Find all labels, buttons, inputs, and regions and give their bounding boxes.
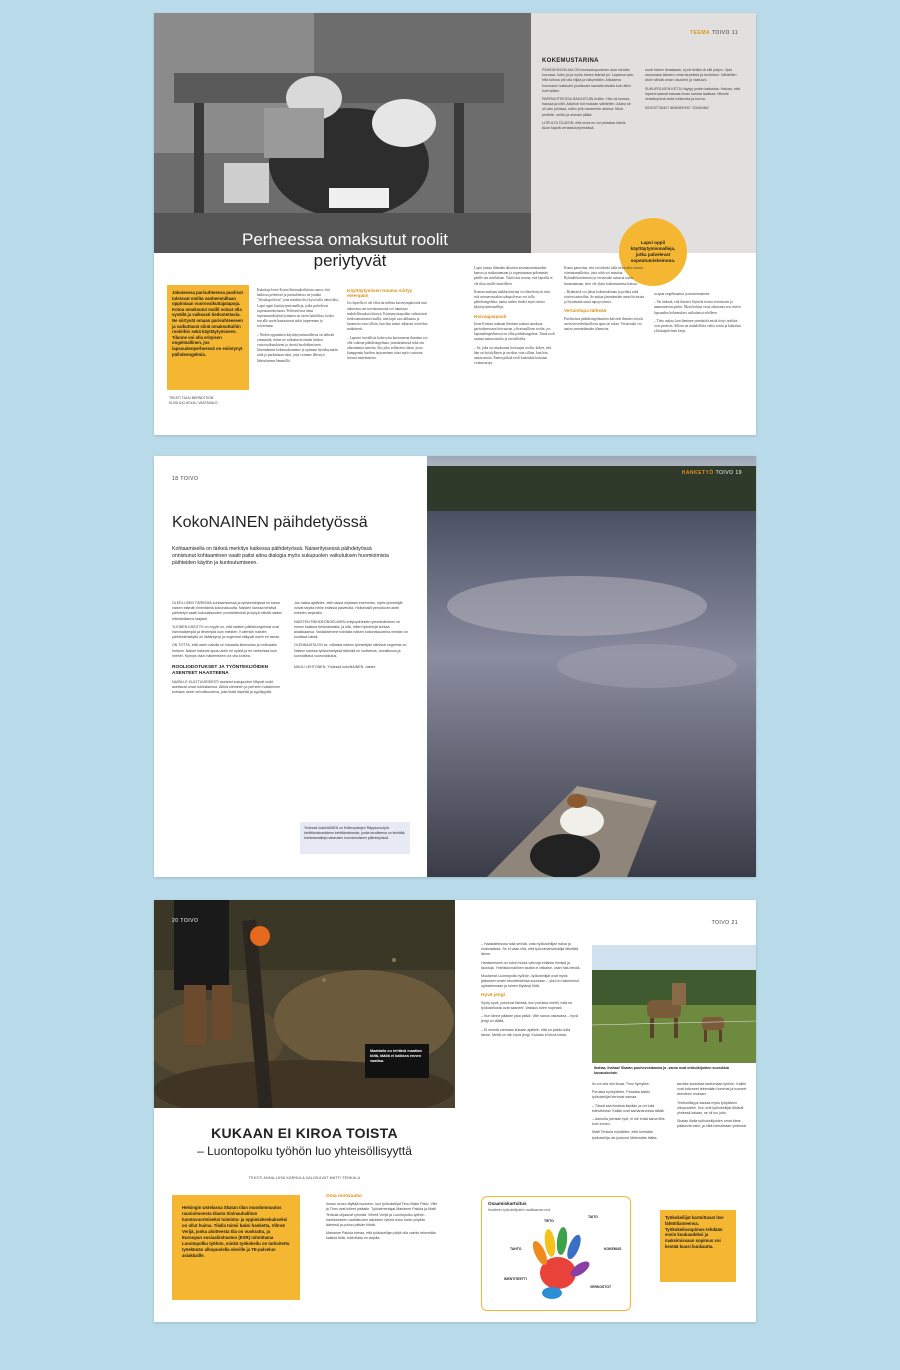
body-paragraph-2f: – Ei meistä varmaan kukaan ajattele, että on pakko tulla tänne. Meitä on niin hyvä jengi. Kukaan ei kiroa toista. [481,1027,571,1037]
body-column-3 [592,1082,667,1187]
photo-lake-pier [427,456,756,877]
body-column-5 [654,266,742,423]
subheading-good-gang: Hyvä jengi [481,992,505,998]
body-paragraph-1: OLEELLISEN TÄRKEÄÄ kohtaamisessa ja työskentelyssä on tukea naisen elämän ilmentämiä kokonaisuutta. Naisten kanssa tehtävä päihdetyö vaatii kokonaisuuden ymmärtämistä ja kykyä nähdä naisen elämäntilanne laajasti. [172,601,283,621]
box-paragraph-3: LOPULTA TAJUSIN, että minä en voi pelastaa häntä. Aloin käydä vertaistukiryhmässä. [542,120,627,131]
body-paragraph-6: NAISTEN PÄIHDEONGELMIEN erityispiirteiden ymmärtäminen on ennen kaikkea tiedostamista, ja sitä, miten työntekijä kohtaa asiakkaansa. Voidaksemme kohdata naisen kokonaisuutena meidän on kuultava häntä. [294,619,408,640]
subheading-3: Vertaistupa tärkeää [564,308,607,314]
body-paragraph-4b: Yhteisöllisyys kantaa myös työpäivien ulkopuolelle. Kun eriä työkokeilijat lähtivät yhdessä kalaan, se oli iso juttu. [677,1100,744,1116]
header-page-number-left: 20 [172,918,179,924]
body-paragraph-3: Ilo voi olla niin kivaa. Timo hymyilee. [592,1082,650,1086]
photo-illustration [427,456,756,877]
body-paragraph-2c: Muutamat Luontopolku työhön -työkokeilijat ovat myös jatkaneet omien tavoitteidensa suuntaan – yksi on hakeutunut opiskelemaan ja toinen löytänyt töitä. [481,974,580,989]
skills-map-title: Osaamiskartoitus [488,1201,527,1206]
page-header-right [712,920,738,926]
photo-illustration [592,945,756,1063]
lead-text: Jokaisessa parisuhteessa puolisot tuletavat omilta vanhemmiltaan oppimiaan vuorovaikuttajatapoja. Kotoa omaksutut mallit voivat olla syvällä ja vaikeasti tiedostettavia. Ne siirtyvät omaan parisuhteeseen ja vaikuttavat siinä omaksuttuihin rooleihin sekä käyttäytymiseen. Tilanne voi olla erityisen ongelmallinen, jos lapsuudenperheessä on esiintynyt päihdeongelmia. [172,290,243,357]
photo-wooden-horses [592,945,756,1063]
body-paragraph-2: YLEINEN KÄSITYS on myytti on, että naisten päihdeongelmat ovat harvinaisempia ja lievempiä kuin miesten. Kuitenkin naisten päihteidenkäyttö on lisääntynyt ja ongelmat näkyvät usein eri tavoin. [172,624,281,640]
body-paragraph-2d: Synty syvä, ponnivat tiiviissä, kun porukka miettii, mitä ne työkokeilusta ovat saaneet. Vastaus tulee nopeasti. [481,1000,573,1011]
page-header-right [682,470,742,476]
side-box-text: Työkokeilijat kartoittavat itse lähtötilanteensa. Työkokeilusopimus tehdään ensin kuukaudeksi ja maksimissaan sopimus voi kestää kuusi kuukautta. [665,1215,724,1249]
box-title: KOKEMUSTARINA [542,58,599,64]
header-page-number-right: 19 [735,470,742,476]
quote-bubble-text: Lapsi oppii käyttäytymismalleja, jotka palvelevat sopeutumiskeinona. [630,240,676,263]
skills-label-kokemus: KOKEMUS [604,1247,622,1251]
body-paragraph-1: Ilonan nousu täyttää huoneen, kun työkokeilijat Timo Make Risto, Ville ja Timo ovat tulleet paikalle. Työvalmentajat Marianne Pakola ja Matti Tenkula ohjaavat ryhmää. Vihreä Verijä ja Luontopolku työhön -hankkeeseen osallistuvien aikuisten ryhmä istuu tuvan pöydän ääressä ja puhuu päivän töistä. [326,1202,438,1228]
header-magazine-left: TOIVO [180,918,199,924]
box-column-2 [645,68,743,218]
box-signature: KIRJOITTANUT NIMIMERKKI "JOHANNA" [645,106,710,111]
body-paragraph-e2: – Ryhmässä voi jakaa kokemuksiaan ja peilata niitä toisten tarinoihin. Se auttaa jäsentämään omaa historiaa ja löytämään uusia tapoja toimia. [564,289,644,305]
body-paragraph-4: NAISILLE KULTTUURISESTI asetetut sukupuolen liittyvät roolit asettavat omat odotuksensa. Äitinä oleminen ja perheen hoitaminen koetaan usein velvollisuutena, joka lisää häpeää ja syyllisyyttä. [172,680,281,695]
credit-photo: KUVA ILKI HOLM / VASTAVALO [169,401,218,405]
info-note-text: Yhdessä kokoNAINEN on Kriikeopistojen Räppiuuvutyön kehittämishankkeen kehittämishanke, jonka tavoitteena on kehittää toimintamalleja naiseuden huomioimiseen päihdetyössä. [304,826,405,840]
body-column-1 [257,288,339,423]
body-paragraph-3c: – Tässä saa ilmaista itseään ja voi tulla toteutetuksi. Kaikki ovat samanarvoisia täällä. [592,1103,665,1113]
photo-raking-leaves [154,900,455,1108]
side-box [660,1210,736,1282]
body-column-2 [294,601,409,791]
body-paragraph-b2: – Lapseni turvallisia kokevysta kasvaneena ihminen voi olla vaikeaa päihdeongelmaa, ymmärtämistä sekä sen aiheuttamia tunteita. Siis joko sellaiseen tilaan, jossa kumppanin huolten tarjoaminen ottaa myös vastuuta itsensä tuntemisesta. [347,335,428,361]
photo-caption: Ihahaa, Ihahaa! Skatan puuhevostamma ja -varsa ovat ohikulkijoiden suosikkia kuvauskohde. [594,1066,729,1075]
article-lead: Kohtaamisella on tärkeä merkitys kaikessa päihdetyössä. Naiserityisessä päihdetyössä onnistunut kohtaaminen vaatii paitsi aitoa dialogia myös sukupuolen vaikutuksen huomioimista päihteiden käytön ja kuntoutumiseen. [172,546,389,566]
article-title: KUKAAN EI KIROA TOISTA [211,1125,398,1141]
body-column-4 [677,1082,747,1187]
skills-label-tieto: TIETO [544,1219,554,1223]
article-credit: TEKSTI ANNA-LIISA KARHULA VALOKUVAT MATTI TENKULA [248,1176,361,1180]
credits [169,396,259,406]
photo-illustration [154,13,531,253]
box-paragraph-5: SUKUPOLVIEN KETJU täytyy jonkin katkaista. Haluan, että lapseni saavat kasvaa ilman samaa taakkaa. Minulle vertaisryhmä antoi rohkeutta ja toivoa. [645,86,741,102]
spread-1 [154,13,756,435]
skills-label-identiteetti: IDENTITEETTI [504,1277,527,1281]
body-paragraph-7: OLENNAISTA ON se, millaisia naisen työntekijän silmissä ongelmia on. Naisen kanssa työskentelyssä tärkeää on luottamus, turvallisuus ja kunnioittava vuorovaikutus. [294,643,408,658]
photo-quote-text: Maattaila on tehtävä maattan töitä, täällä ei kaikkea ennen vaattsa. [370,1049,422,1063]
body-paragraph-2b: Hankkeeseen on tullut monia vahvoja erilaisia ihmisiä ja taustoja. Yhteiskunnallinen tausta ei ratkaise, vaan halu tehdä. [481,960,581,970]
body-column-1 [326,1194,438,1314]
body-paragraph-f: Puolisoissa päihdeongelmaisen kärsivät ihmiset etsivät usein tervedenhuollosta apua tai tukea. Vertaistuki voi auttaa ymmärtämään tilannetta. [564,316,643,332]
info-note [300,822,410,854]
box-column-1 [542,68,635,238]
body-paragraph-c2: Komun mukaan taakkasiirtymä voi ilmetä myös niin, että seuraavassakin sukupolvessa voi tulla päihdeongelmia, mutta niiden lisäksi myös muita käyttäytymismalleja. [474,289,551,310]
body-paragraph-5: Jos naisia ajattelee, että naisia ohjataan enemmän, myös työntekijät voivat tarjota heille erilaisia palveluita. Hoitomallit perustuvat usein miesten tarpeisiin. [294,601,403,616]
body-column-2 [347,288,429,423]
page-header-left [172,918,198,924]
photo-man-and-child [154,13,531,253]
body-paragraph-3: ON TOTTA, että usein naisilla on toisaalta kiinnostus ja motivaatio hoitoon. Naiset hakevat apua usein eri syistä ja eri vaiheessa kuin miehet. Kynnys avun hakemiseen voi olla korkea. [172,643,277,658]
body-paragraph-g3: – Tieto auttaa, kun ihminen ymmärtää mistä tietyt reaktiot ovat peräisin. Silloin on mahdollista valita toisin ja katkaista ylisukupolvinen ketju. [654,318,741,334]
body-column-4 [564,266,646,423]
subheading-motivation: Oma motivaatio [326,1194,362,1199]
article-title: KokoNAINEN päihdetyössä [172,514,368,531]
body-paragraph-3b: Porukka nyökyttelee. Paraatia kaikki työkokeilijat kertovat samaa. [592,1090,650,1100]
body-paragraph-2: – Haastattelussa tulla selvää, onko työkokeilijan halua ja motivaatiota. Se ei vaan riitä, että työvoimanvirkailija lähettää tänne. [481,942,579,957]
skills-label-verkostot: VERKOSTOT [590,1285,612,1289]
lead-box [167,285,249,390]
credit-text: TEKSTI TAIJU BERNDTSON [169,396,214,400]
body-paragraph-d2: – Se, joka on omaksunut hoivaajan roolin, kokee, että hän on hyödyllinen ja arvokas vain silloin, kun hän auttaa muita. Ennen pitkää rooli kuitenkin kuluttaa voimavaroja. [474,345,552,366]
body-paragraph-e: Komu painottaa, että on tärkeää tulla tietoiseksi omista toimintamalleista, jotta niitä voi muuttaa. Ryhmäliiketoiminta ja vertaistuki auttavat usein huomaamaan, ettei ole yksin kokemustensa kanssa. [564,266,644,286]
header-page-number-right: 21 [731,920,738,926]
body-paragraph-4c: Skatan tilalla työkokeilijoiden omat ideat pääsevät esiin, ja niitä toteutetaan yhdessä. [677,1119,747,1129]
box-paragraph-1: PÄIHDEONGELMA ON monisukupolvinen asia meidän suvussa. Isäni joi ja myös hänen isänsä joi. Lapsena opin, että kotona piti olla hiljaa ja näkymätön. Aikuisena huomasin hoitavani puolisoani samalla tavalla kuin äitini hoiti isääni. [542,68,635,93]
subheading-roles: ROOLIODOTUKSET JA TYÖNTEKIJÖIDEN ASENTEET HAASTEENA [172,665,269,677]
body-paragraph-2e: – Kun tänne pääsee joka päivä. Ville sanoo vakavana – hyvä jengi on täällä. [481,1014,578,1024]
body-paragraph-a2: – Niiden oppiminen käyttäytymismalleista on tärkeää ymmärtää, miten ne vaikuttavat tämän hetken vuorovaikutukseen ja itsestä huolehtimiseen. Jäsennämme kokemuksiamme ja opimme hyväksymään niitä ja purkamaan niitä, jotta voimme lähestyä läheisiämme lämmöllä. [257,332,338,363]
body-paragraph-g2: – On tärkeää, että ihmiset löytävät tiensä vertaistuen ja ammattiavun pariin. Moni kohtaa vasta aikuisena sen, miten lapsuuden kokemukset vaikuttavat edelleen. [654,300,741,315]
page-header-left [172,476,198,482]
body-column-3 [474,266,556,423]
article-title-line-2: periytyvät [313,251,387,270]
header-magazine-right: TOIVO [711,920,730,926]
body-paragraph-d: Irene Komun mukaan ihminen saattaa omaksua parisuhteessaan hoivaavan, ylivastuullisen roolin, jos lapsuudenperheessä on ollut päihdeongelma. Tämä rooli saattaa tuntua tutulta ja turvalliselta. [474,321,555,342]
skills-label-tahto: TAHTO [510,1247,522,1251]
header-magazine-left: TOIVO [180,476,199,482]
signature: MAIJU LEHTONEN, Yhdessä kokoNAINEN -hanke [294,665,376,670]
header-page-number: 11 [731,30,738,36]
skills-label-taito: TAITO [588,1215,598,1219]
box-paragraph-4: noutt hänen ilmaistaan, hyvä hetkiä oli silti paljon. Opin sanomaan ääneen omia tarpeitani ja tunteitani. Vähitellen aloin nähdä oman osuuteni ja vastuuni. [645,68,737,83]
body-paragraph-3e: Matti Tenkula myötäilee, ettei kenkään työkokeilija ole joutunut lähtemään tilalta. [592,1130,658,1140]
body-paragraph-4: tarvitse suututtaa tarttumaan työhön. Kaikki ovat tottuneet tekemään hommat ja tuoneet asenteen mukaan. [677,1082,747,1097]
box-paragraph-2: PARISUHTEESSA RAKASTUIN Anttiin. Hän oli komea, hauska ja kiltti. Alkoholi tuli mukaan vähitellen. Aluksi se oli vain juhlissa, sitten yhä useammin arkena. Minä peittelin, selitin ja siivosin jälkiä. [542,97,631,117]
header-magazine-right: TOIVO [715,470,734,476]
title-line-1: Perheessa omaksutut roolit [242,230,448,249]
spread-2 [154,456,756,877]
body-paragraph-a: Kuluttaja Irene Komu Sininauhaliitosta sanoo, että kaikissa perheissä ja parisuhteissa on jotakin "ylisukupolvista" joita meidän olisi hyvä tulla tietoisiksi. Lapsi oppii käyttäytymismalleja, jotka palvelevat sopeutumiskeinona. Perhesiteissa tämä sopeutumiskäyttäytyminen on usein haitallista, koska sen alle usein hautautuvat aidot tarpeemme ja toiveemme. [257,288,339,329]
header-magazine: TOIVO [711,30,730,36]
body-column-2 [481,942,581,1172]
lead-box [172,1195,300,1300]
spread-3 [154,900,756,1322]
header-section: TEEMA [690,30,711,36]
header-section: HANKETYÖ [681,470,714,476]
body-column-1 [172,601,284,831]
body-paragraph-g: ta apua ongelmaansa ja mustemuuteen. [654,292,711,296]
header-page-number-left: 18 [172,476,179,482]
photo-quote-box [365,1044,429,1078]
article-subtitle: – Luontopolku työhön luo yhteisöllisyyttä [197,1144,412,1158]
subheading-2: Hoivaajaspuoli [474,313,507,319]
body-paragraph-b: Jos lapsella ei ole ollut turvallista kasvuympäristöä niin aikuisena sen turvattomuutta voi tunnistaa mahdollisuuksia kiintyä. Kiintymystapoihin vaikuttavat tiedostamattomat mallit, niin lapsi saa rakkautta ja huomiota vain silloin, kun hän toimii aikuisen toiveiden mukaisesti. [347,301,428,332]
body-paragraph-c: Lapsi joutuu elämään aikuisen arvaamattomuuden kanssa ja mukautumaan ja sopeutumaan pidemmän päälle sen mielialaan. Tästä taas seuraa, että lapsella ei ole tilaa omille tunteilleen. [474,266,553,286]
body-paragraph-1b: Marianne Pakola toteaa, että työkokeilijan pitää olla valmis tekemään kaikkia töitä, mitä tilalla on tarjolla. [326,1231,436,1241]
skills-map-subtitle: Hankkeen työkokeilijoiden osallistaman mini [488,1208,551,1212]
body-paragraph-3d: – Aamulla joensan työt, ei ole enää sama fiilis kuin ennen. [592,1117,665,1127]
page-header-right [690,30,738,36]
article-title [180,231,510,248]
hand-print-illustration [482,1211,632,1311]
lead-text: Helsingin Ustelassa Skatan tilan muodonmuutos raunioitunesta tilasta Sininauhaliiton luontovuorteiseksi toiminta- ja oppimiskeskukseksi on ollut huima. Tilalla toimii kaksi hanketta, Vihreä Verijä, jonka aloitteesta tila on vuokrattu, ja Euroopan sosiaalirahaston (ESR) rahoittama Luontopolku työhön, minkä työkokeilu on tarkoitettu työelämän ulkopuolella oleville ja TE-palvelun asiakkaille. [182,1205,290,1258]
skills-map [481,1196,631,1311]
subheading-1: Käyttäytymisen trauma siirtyy eteenpäin [347,288,413,299]
experience-box [531,13,756,253]
